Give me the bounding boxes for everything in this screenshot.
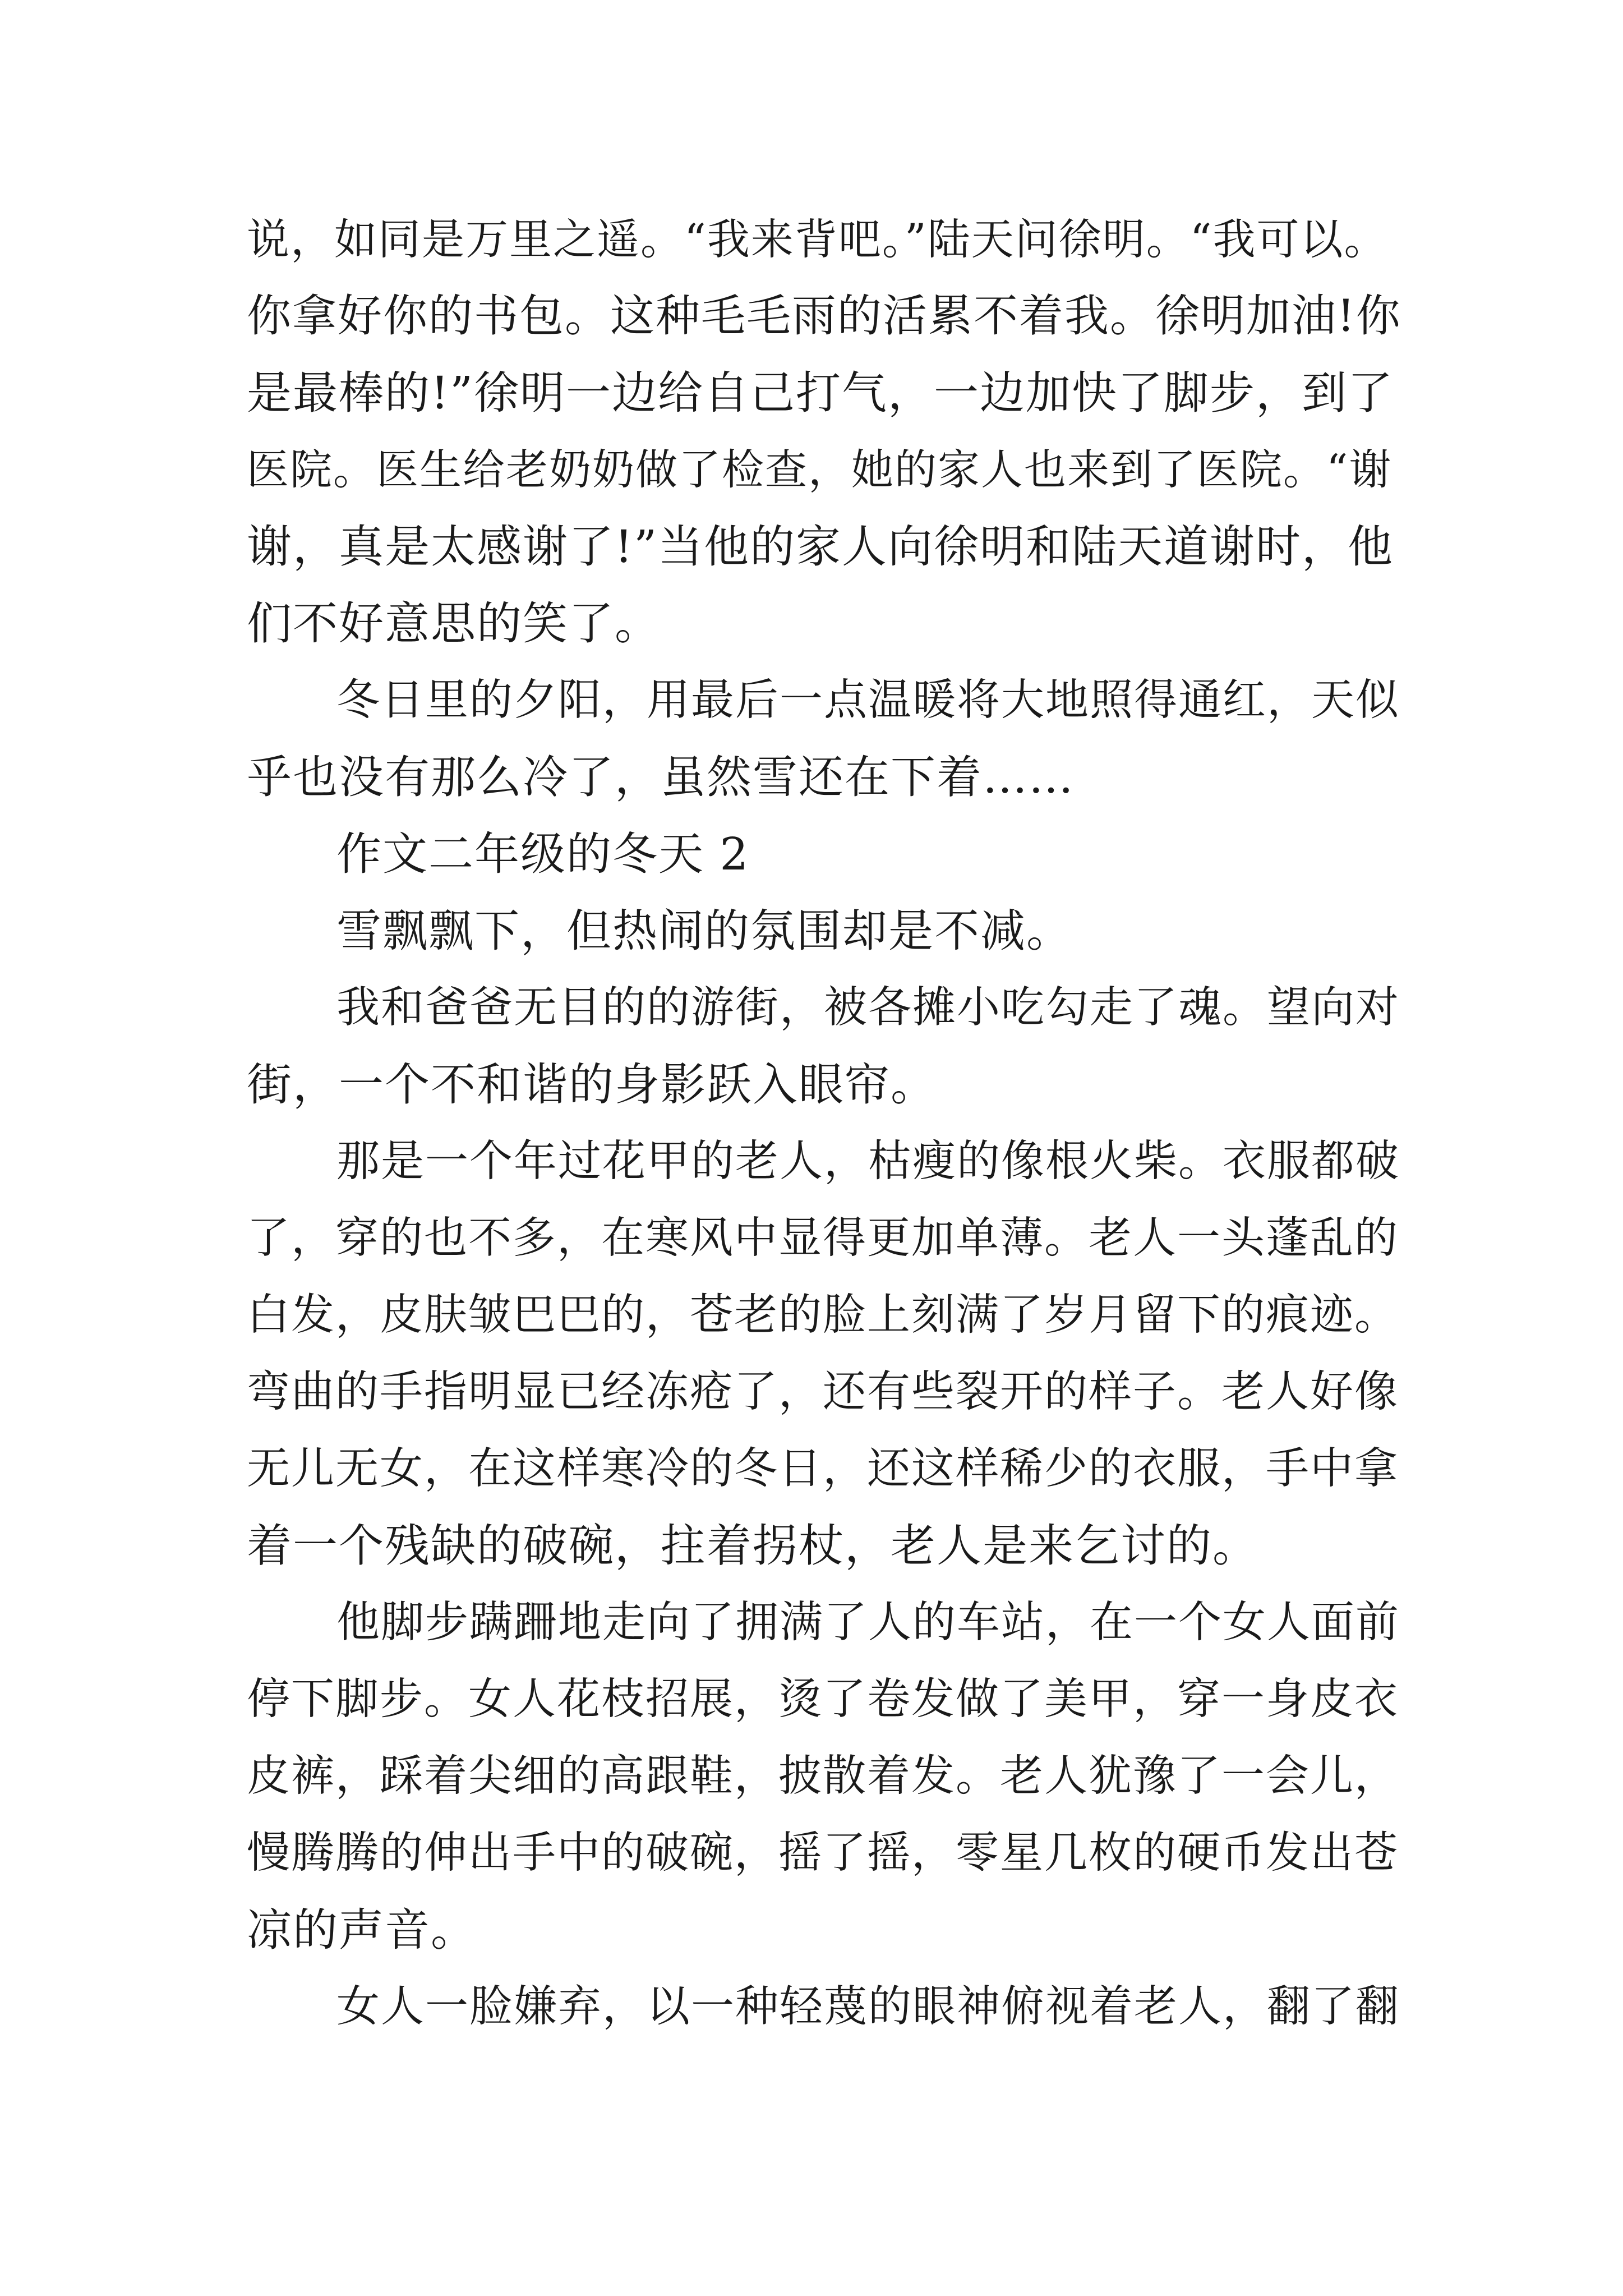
- text-line: 是最棒的!”徐明一边给自己打气，一边加快了脚步，到了: [247, 367, 1394, 419]
- text-line: 弯曲的手指明显已经冻疮了，还有些裂开的样子。老人好像: [247, 1367, 1399, 1417]
- text-line: 谢，真是太感谢了!”当他的家人向徐明和陆天道谢时，他: [247, 521, 1394, 573]
- text-line: 说，如同是万里之遥。“我来背吧。”陆天问徐明。“我可以。: [247, 214, 1388, 264]
- text-line: 白发，皮肤皱巴巴的，苍老的脸上刻满了岁月留下的痕迹。: [247, 1290, 1399, 1340]
- text-line: 皮裤，踩着尖细的高跟鞋，披散着发。老人犹豫了一会儿，: [247, 1751, 1399, 1801]
- section-heading: 作文二年级的冬天 2: [336, 828, 750, 880]
- text-line: 我和爸爸无目的的游街，被各摊小吃勾走了魂。望向对: [336, 983, 1400, 1033]
- text-line: 女人一脸嫌弃，以一种轻蔑的眼神俯视着老人，翻了翻: [336, 1982, 1400, 2032]
- text-line: 慢腾腾的伸出手中的破碗，摇了摇，零星几枚的硬币发出苍: [247, 1828, 1399, 1878]
- text-line: 雪飘飘下，但热闹的氛围却是不减。: [336, 905, 1072, 957]
- text-line: 们不好意思的笑了。: [247, 597, 661, 650]
- text-line: 冬日里的夕阳，用最后一点温暖将大地照得通红，天似: [336, 675, 1400, 725]
- text-line: 医院。医生给老奶奶做了检查，她的家人也来到了医院。“谢: [247, 445, 1393, 494]
- document-body: [247, 201, 1402, 2045]
- text-line: 了，穿的也不多，在寒风中显得更加单薄。老人一头蓬乱的: [247, 1213, 1399, 1263]
- text-line: 着一个残缺的破碗，拄着拐杖，老人是来乞讨的。: [247, 1520, 1258, 1572]
- text-line: 他脚步蹒跚地走向了拥满了人的车站，在一个女人面前: [336, 1598, 1400, 1648]
- text-line: 停下脚步。女人花枝招展，烫了卷发做了美甲，穿一身皮衣: [247, 1674, 1399, 1724]
- text-line: 乎也没有那么冷了，虽然雪还在下着……: [247, 751, 1075, 803]
- text-line: 你拿好你的书包。这种毛毛雨的活累不着我。徐明加油!你: [247, 290, 1401, 342]
- text-line: 凉的声音。: [247, 1904, 477, 1956]
- text-line: 无儿无女，在这样寒冷的冬日，还这样稀少的衣服，手中拿: [247, 1444, 1399, 1494]
- text-line: 街，一个不和谐的身影跃入眼帘。: [247, 1059, 937, 1111]
- text-line: 那是一个年过花甲的老人，枯瘦的像根火柴。衣服都破: [336, 1137, 1400, 1186]
